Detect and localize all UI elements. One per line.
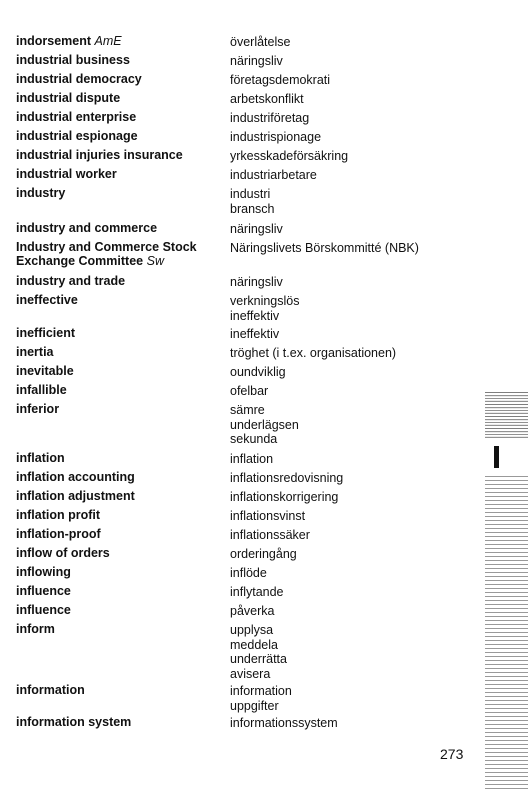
entry-translations (230, 585, 490, 600)
entry-term (16, 490, 221, 504)
entry-term-text: inform (16, 622, 55, 636)
entry-term-text: inflation-proof (16, 527, 101, 541)
entry-translations (230, 403, 490, 447)
entry-term-text: influence (16, 584, 71, 598)
entry-term (16, 54, 221, 68)
translation-line: oundviklig (230, 365, 286, 379)
entry-term (16, 547, 221, 561)
entry-term (16, 384, 221, 398)
translation-line: informationssystem (230, 716, 338, 730)
translation-line: överlåtelse (230, 35, 291, 49)
translation-line: inflationskorrigering (230, 490, 339, 504)
translation-line: inflytande (230, 585, 284, 599)
entry-term (16, 241, 221, 268)
translation-line: industrispionage (230, 130, 322, 144)
entry-term-text: influence (16, 603, 71, 617)
entry-term-text: industry and trade (16, 274, 126, 288)
entry-term (16, 716, 221, 730)
entry-term (16, 92, 221, 106)
entry-term-text: industry and commerce (16, 221, 158, 235)
entry-translations (230, 149, 490, 164)
entry-translations (230, 566, 490, 581)
entry-term-text: industry (16, 186, 66, 200)
translation-line: avisera (230, 666, 271, 681)
entry-term (16, 585, 221, 599)
entry-term-text: industrial enterprise (16, 110, 137, 124)
entry-term (16, 222, 221, 236)
translation-line: bransch (230, 201, 275, 216)
entry-term (16, 452, 221, 466)
translation-line: orderingång (230, 547, 297, 561)
entry-translations (230, 275, 490, 290)
entry-term-text: inflowing (16, 565, 71, 579)
entry-usage-label: Sw (146, 253, 164, 268)
translation-line: upplysa (230, 623, 274, 637)
translation-line: sämre (230, 403, 265, 417)
entry-term-text: indorsement (16, 34, 92, 48)
translation-line: inflation (230, 452, 274, 466)
entry-term-text: inflation profit (16, 508, 101, 522)
entry-translations (230, 623, 490, 681)
entry-term (16, 509, 221, 523)
entry-term-text: information (16, 683, 85, 697)
entry-translations (230, 716, 490, 731)
translation-line: tröghet (i t.ex. organisationen) (230, 346, 397, 360)
translation-line: industriföretag (230, 111, 310, 125)
translation-line: yrkesskadeförsäkring (230, 149, 349, 163)
entry-term-text: industrial democracy (16, 72, 142, 86)
entry-term (16, 623, 221, 637)
entry-term-text: industrial dispute (16, 91, 121, 105)
translation-line: underrätta (230, 652, 287, 666)
entry-translations (230, 528, 490, 543)
section-letter-marker (494, 446, 499, 468)
entry-translations (230, 222, 490, 237)
page-number: 273 (440, 746, 464, 762)
entry-translations (230, 365, 490, 380)
entry-term-text: information system (16, 715, 132, 729)
entry-term-text: industrial worker (16, 167, 117, 181)
entry-translations (230, 452, 490, 467)
entry-term (16, 275, 221, 289)
entry-translations (230, 294, 490, 323)
entry-translations (230, 384, 490, 399)
translation-line: företagsdemokrati (230, 73, 331, 87)
entry-term-text: inflation accounting (16, 470, 135, 484)
entry-term-text: industrial injuries insurance (16, 148, 183, 162)
translation-line: ineffektiv (230, 327, 280, 341)
translation-line: information (230, 684, 292, 698)
entry-term-text: industrial business (16, 53, 130, 67)
entry-term-text: inefficient (16, 326, 76, 340)
entry-translations (230, 241, 490, 256)
entry-term (16, 149, 221, 163)
entry-translations (230, 471, 490, 486)
entry-term (16, 327, 221, 341)
entry-term-text: inferior (16, 402, 60, 416)
entry-term-text: inflation (16, 451, 65, 465)
translation-line: inflöde (230, 566, 267, 580)
translation-line: sekunda (230, 432, 278, 446)
entry-term-text: industrial espionage (16, 129, 138, 143)
translation-line: verkningslös (230, 294, 300, 308)
translation-line: inflationsvinst (230, 509, 306, 523)
entry-term (16, 35, 221, 49)
entry-term-text: Industry and Commerce Stock Exchange Committee (16, 240, 197, 268)
entry-translations (230, 111, 490, 126)
translation-line: inflationsredovisning (230, 471, 344, 485)
entry-translations (230, 684, 490, 713)
translation-line: Näringslivets Börskommitté (NBK) (230, 241, 419, 255)
entry-term (16, 111, 221, 125)
entry-term (16, 566, 221, 580)
translation-line: näringsliv (230, 54, 283, 68)
entry-translations (230, 73, 490, 88)
entry-translations (230, 490, 490, 505)
entry-term-text: inflation adjustment (16, 489, 135, 503)
thumb-index-gap (485, 440, 528, 476)
translation-line: inflationssäker (230, 528, 310, 542)
entry-term (16, 528, 221, 542)
entry-term (16, 365, 221, 379)
entry-term-text: ineffective (16, 293, 78, 307)
entry-translations (230, 604, 490, 619)
entry-term (16, 684, 221, 698)
entry-term (16, 403, 221, 417)
translation-line: ineffektiv (230, 308, 280, 323)
entry-term (16, 73, 221, 87)
translation-line: industriarbetare (230, 168, 317, 182)
entry-term-text: infallible (16, 383, 67, 397)
translation-line: underlägsen (230, 417, 299, 432)
entry-translations (230, 327, 490, 342)
entry-translations (230, 547, 490, 562)
entry-translations (230, 187, 490, 216)
entry-translations (230, 509, 490, 524)
entry-term (16, 294, 221, 308)
entry-term (16, 168, 221, 182)
translation-line: industri (230, 187, 271, 201)
entry-translations (230, 35, 490, 50)
translation-line: meddela (230, 637, 278, 652)
thumb-index-marks-top (485, 392, 528, 440)
entry-term (16, 346, 221, 360)
entry-translations (230, 54, 490, 69)
translation-line: påverka (230, 604, 275, 618)
entry-term-text: inevitable (16, 364, 74, 378)
entry-term (16, 187, 221, 201)
translation-line: uppgifter (230, 698, 279, 713)
entry-translations (230, 130, 490, 145)
entry-term (16, 471, 221, 485)
entry-term-text: inflow of orders (16, 546, 110, 560)
entry-term (16, 604, 221, 618)
entry-translations (230, 92, 490, 107)
translation-line: näringsliv (230, 275, 283, 289)
entry-usage-label: AmE (94, 34, 122, 48)
translation-line: ofelbar (230, 384, 269, 398)
translation-line: näringsliv (230, 222, 283, 236)
entry-term (16, 130, 221, 144)
entry-translations (230, 168, 490, 183)
entry-term-text: inertia (16, 345, 54, 359)
translation-line: arbetskonflikt (230, 92, 304, 106)
entry-translations (230, 346, 490, 361)
